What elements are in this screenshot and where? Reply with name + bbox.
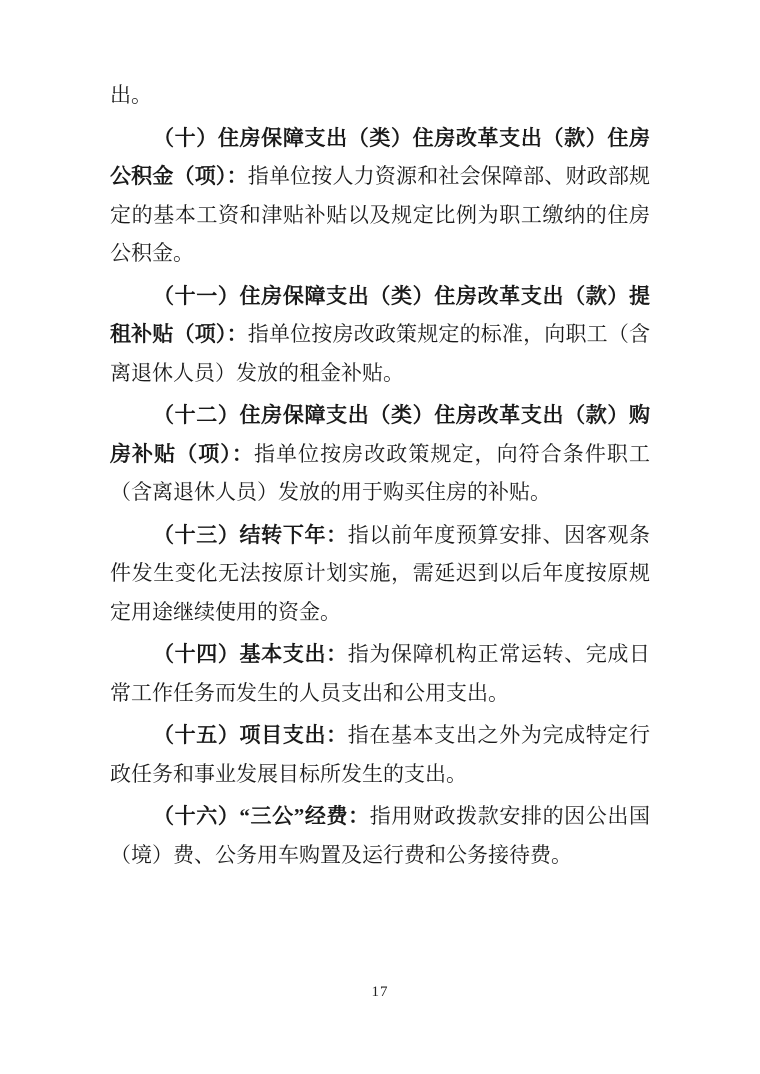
term-lead-15: （十五）项目支出： — [153, 723, 348, 747]
term-body-10: 指单位按人力资源和社会保障部、财政部规定的基本工资和津贴补贴以及规定比例为职工缴纳的住房公积金。 — [110, 164, 651, 265]
paragraph-item-15 — [110, 716, 650, 793]
paragraph-item-11 — [110, 277, 650, 393]
term-lead-16: （十六）“三公”经费： — [153, 804, 370, 828]
term-lead-12: （十二）住房保障支出（类）住房改革支出（款）购房补贴（项）： — [110, 403, 650, 466]
term-body-16: 指用财政拨款安排的因公出国（境）费、公务用车购置及运行费和公务接待费。 — [110, 804, 651, 867]
term-lead-14: （十四）基本支出： — [153, 642, 348, 666]
paragraph-item-16 — [110, 797, 650, 874]
term-lead-10: （十）住房保障支出（类）住房改革支出（款）住房公积金（项）： — [110, 125, 650, 188]
paragraph-item-14 — [110, 635, 650, 712]
term-body-11: 指单位按房改政策规定的标准，向职工（含离退休人员）发放的租金补贴。 — [110, 322, 651, 385]
term-lead-11: （十一）住房保障支出（类）住房改革支出（款）提租补贴（项）： — [110, 283, 650, 346]
page-content — [110, 76, 650, 878]
paragraph-item-13 — [110, 516, 650, 632]
term-body-15: 指在基本支出之外为完成特定行政任务和事业发展目标所发生的支出。 — [110, 723, 651, 786]
term-body-12: 指单位按房改政策规定，向符合条件职工（含离退休人员）发放的用于购买住房的补贴。 — [110, 441, 650, 504]
paragraph-item-10 — [110, 119, 650, 273]
page-number: 17 — [371, 984, 389, 1000]
paragraph-continuation: 出。 — [110, 83, 152, 107]
term-lead-13: （十三）结转下年： — [153, 522, 348, 547]
term-body-13: 指以前年度预算安排、因客观条件发生变化无法按原计划实施，需延迟到以后年度按原规定用途继续使用的资金。 — [110, 522, 651, 624]
term-body-14: 指为保障机构正常运转、完成日常工作任务而发生的人员支出和公用支出。 — [110, 642, 651, 705]
paragraph-item-12 — [110, 396, 650, 512]
